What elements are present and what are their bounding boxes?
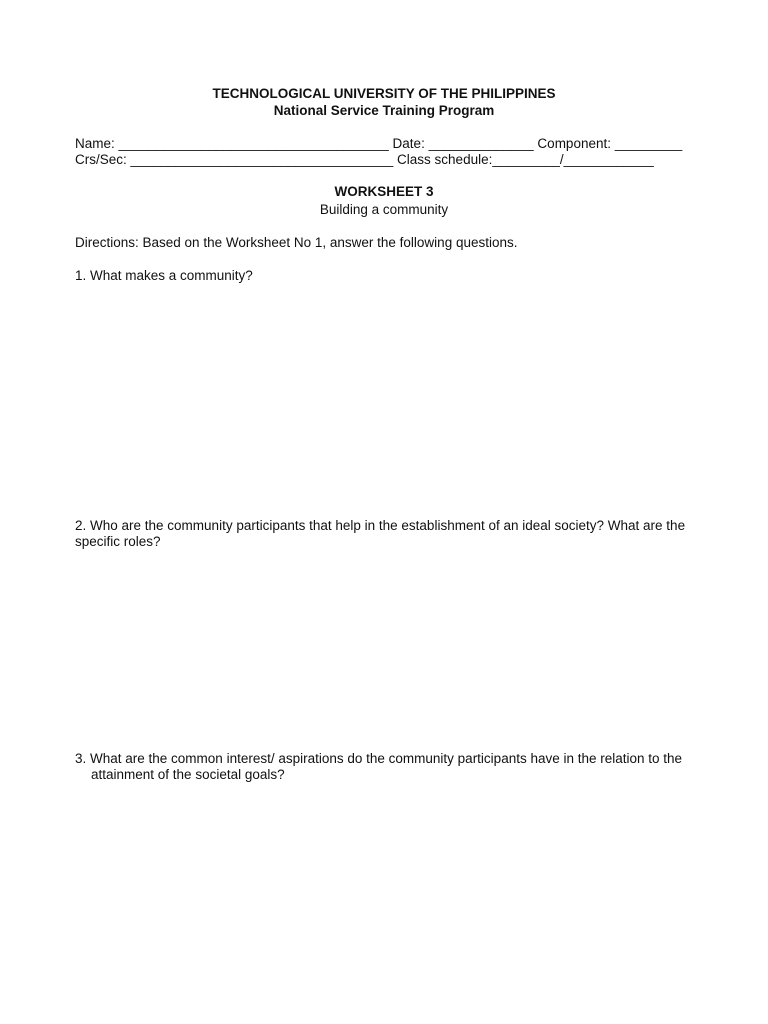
course-section-schedule-fields: Crs/Sec: ___________________________________ Class schedule:_________/____________ xyxy=(75,152,654,167)
program-title: National Service Training Program xyxy=(273,103,495,118)
question-2 xyxy=(75,518,695,550)
question-3 xyxy=(75,751,695,783)
question-1-text: 1. What makes a community? xyxy=(75,268,253,283)
question-2-line-1: 2. Who are the community participants that help in the establishment of an ideal society? What are the xyxy=(75,518,686,533)
institution-title: TECHNOLOGICAL UNIVERSITY OF THE PHILIPPINES xyxy=(212,86,556,101)
worksheet-subtitle: Building a community xyxy=(319,202,449,217)
question-3-line-1: 3. What are the common interest/ aspirations do the community participants have in the relation to the xyxy=(75,751,683,766)
directions-text: Directions: Based on the Worksheet No 1, answer the following questions. xyxy=(75,235,518,250)
worksheet-title: WORKSHEET 3 xyxy=(334,184,434,199)
question-3-line-2: attainment of the societal goals? xyxy=(91,767,285,782)
question-2-line-2: specific roles? xyxy=(75,534,161,549)
question-1 xyxy=(75,268,675,284)
name-date-component-fields: Name: ____________________________________ Date: ______________ Component: _________ xyxy=(75,136,683,151)
